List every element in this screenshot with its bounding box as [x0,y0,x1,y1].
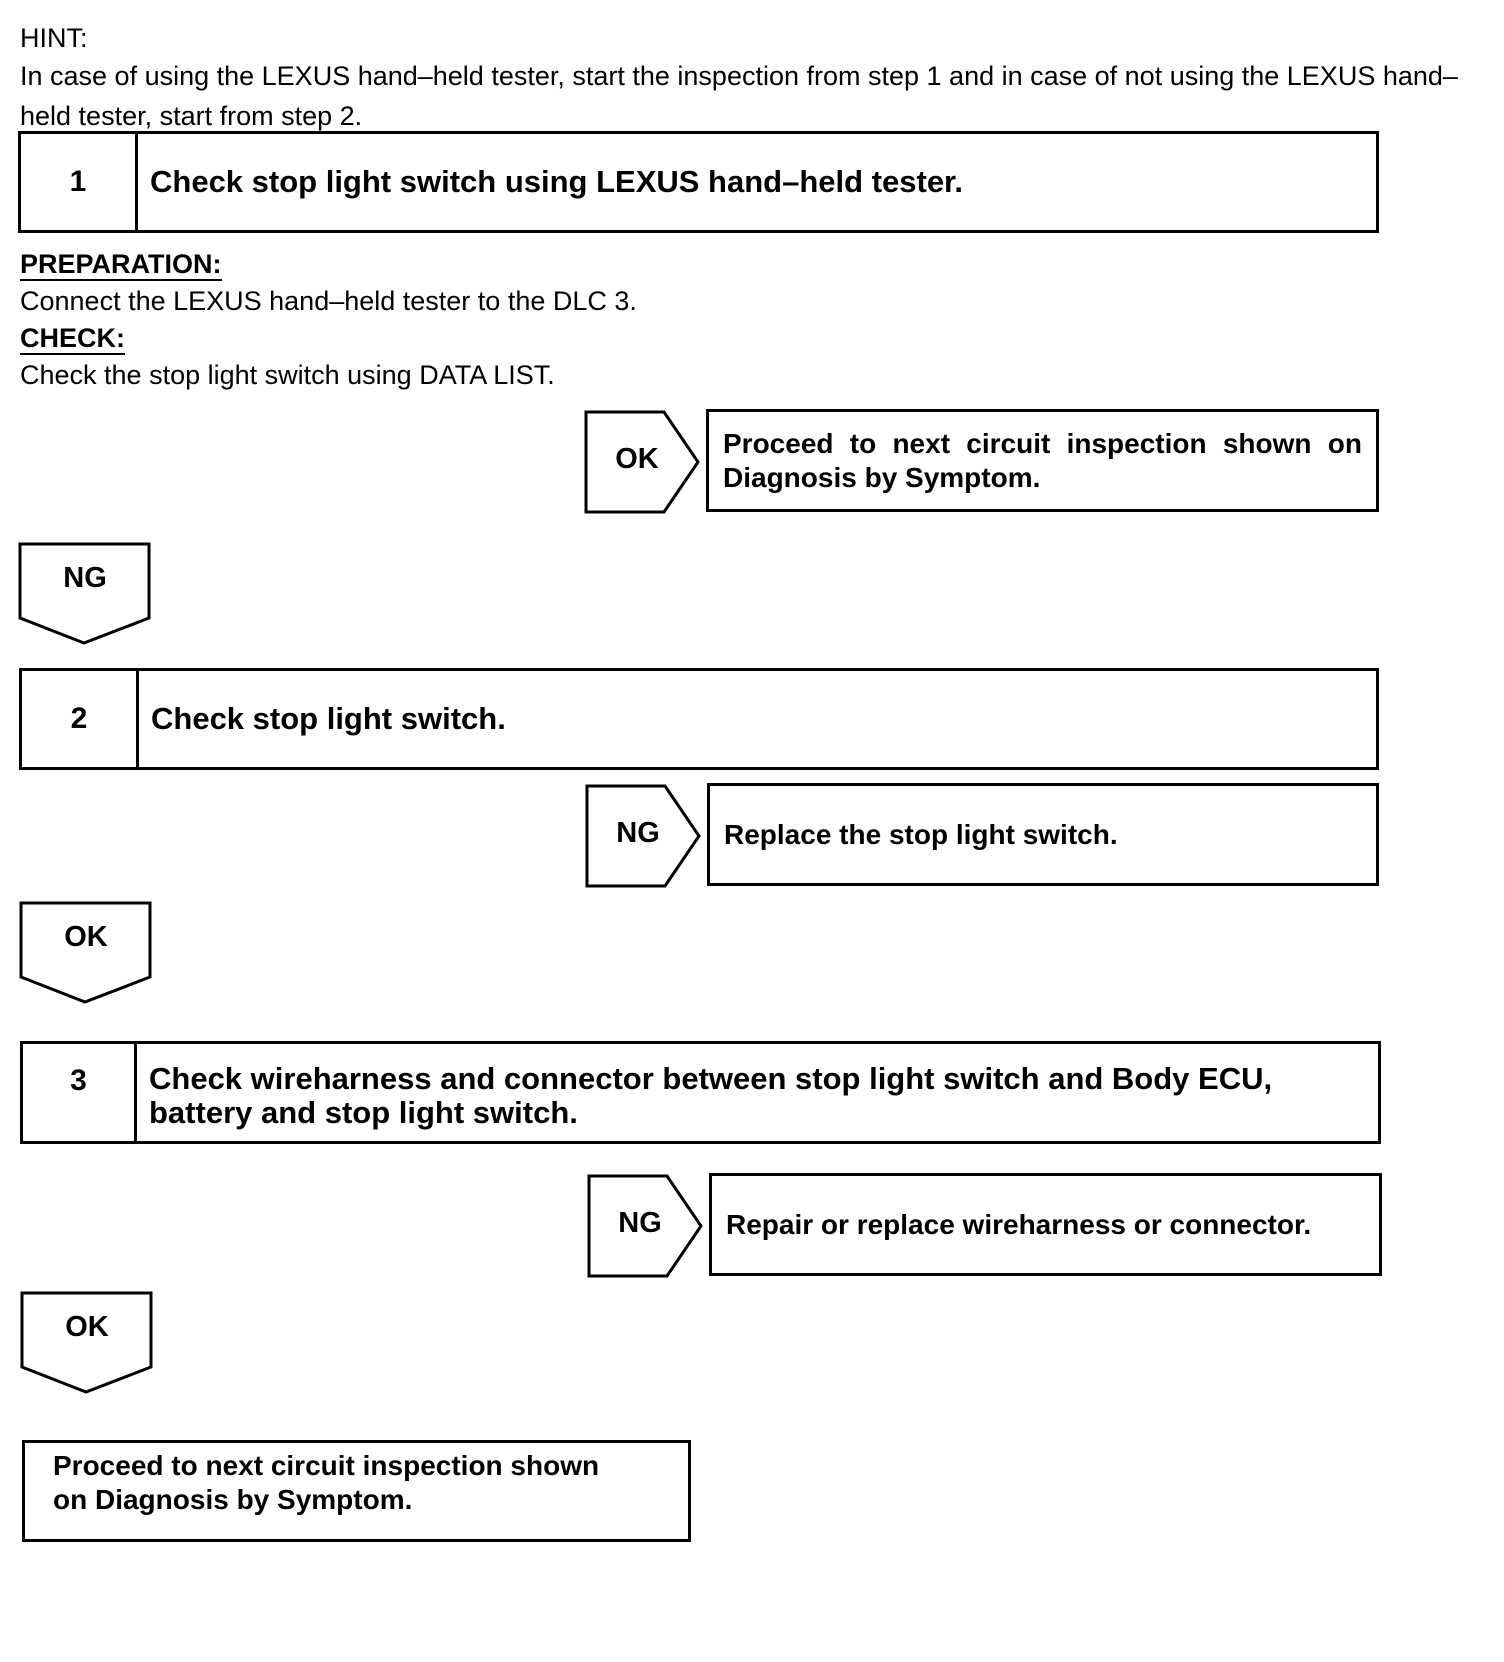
step-2-ng-label: NG [616,817,660,849]
step-1-title: Check stop light switch using LEXUS hand–held tester. [150,164,964,199]
hint-text: In case of using the LEXUS hand–held tester, start the inspection from step 1 and in case of not using the LEXUS hand–held tester, start from step 2. [20,61,1458,131]
step-2-ng-result-text: Replace the stop light switch. [724,818,1118,850]
step-3-ng-result-text: Repair or replace wireharness or connector. [726,1208,1312,1240]
step-2-title: Check stop light switch. [151,701,506,736]
final-result-text: Proceed to next circuit inspection shown on Diagnosis by Symptom. [53,1450,600,1515]
step-2-box [19,668,1379,770]
step-3-ng-arrow [587,1174,705,1278]
step-3-ok-arrow [20,1291,154,1395]
step-2-ng-result [707,783,1379,886]
step-2-ok-arrow [19,901,153,1005]
final-result-box [22,1440,691,1542]
step-2-number: 2 [22,671,139,767]
check-label: CHECK: [20,323,125,353]
preparation-label: PREPARATION: [20,249,222,279]
step-3-title: Check wireharness and connector between stop light switch and Body ECU, battery and stop light switch. [149,1061,1273,1130]
step-3-ng-result [709,1173,1382,1276]
step-1-ok-result [706,409,1379,512]
hint-label: HINT: [20,23,88,53]
step-3-box [20,1041,1381,1144]
step-1-ng-label: NG [63,562,107,594]
step-1-number: 1 [21,134,138,230]
preparation-text: Connect the LEXUS hand–held tester to the DLC 3. [20,286,637,316]
step-1-box [18,131,1379,233]
step-3-number: 3 [23,1044,137,1141]
step-1-ok-label: OK [615,443,659,475]
step-2-ng-arrow [585,784,703,888]
step-2-ok-label: OK [64,921,108,953]
step-3-ng-label: NG [618,1207,662,1239]
step-1-ok-result-text: Proceed to next circuit inspection shown on Diagnosis by Symptom. [723,427,1362,493]
check-text: Check the stop light switch using DATA LIST. [20,360,555,390]
step-1-ok-arrow [584,410,702,514]
step-1-ng-arrow [18,542,152,646]
step-3-ok-label: OK [65,1311,109,1343]
